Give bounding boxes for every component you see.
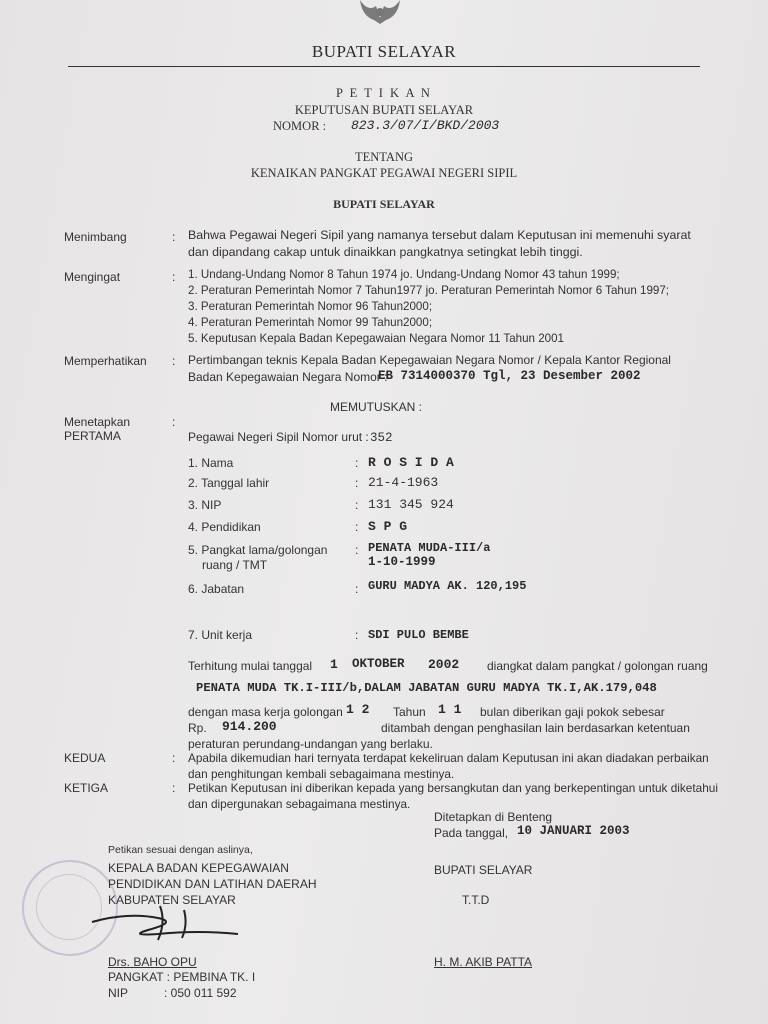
kedua-line2: dan penghitungan kembali sebagaimana mestinya. xyxy=(188,767,455,781)
terhitung-day: 1 xyxy=(330,657,338,672)
header-divider xyxy=(68,66,700,67)
mengingat-item-1: 1. Undang-Undang Nomor 8 Tahun 1974 jo. Undang-Undang Nomor 43 tahun 1999; xyxy=(188,268,620,281)
field-nama-label: 1. Nama xyxy=(188,456,234,470)
terhitung-suffix: diangkat dalam pangkat / golongan ruang xyxy=(487,659,708,673)
field-colon: : xyxy=(355,456,359,470)
ditetapkan-date-label: Pada tanggal, xyxy=(434,826,509,840)
tentang-label: TENTANG xyxy=(354,150,413,164)
field-pendidikan-label: 4. Pendidikan xyxy=(188,520,261,534)
footer-org-line1: KEPALA BADAN KEPEGAWAIAN xyxy=(108,861,289,875)
petikan-note: Petikan sesuai dengan aslinya, xyxy=(108,844,253,856)
pns-number: 352 xyxy=(370,431,393,445)
petikan-title: P E T I K A N xyxy=(336,86,432,100)
ketiga-line2: dan dipergunakan sebagaimana mestinya. xyxy=(188,797,411,811)
field-colon: : xyxy=(355,582,359,596)
peraturan-text: peraturan perundang-undangan yang berlaku. xyxy=(188,737,433,751)
menetapkan-colon: : xyxy=(172,415,176,429)
memperhatikan-line2: Badan Kepegawaian Negara Nomor : xyxy=(188,370,388,384)
field-unit-kerja-value: SDI PULO BEMBE xyxy=(368,628,469,642)
terhitung-month: OKTOBER xyxy=(352,657,405,671)
field-pendidikan-value: S P G xyxy=(368,519,408,534)
menimbang-colon: : xyxy=(172,230,176,244)
decree-title: KEPUTUSAN BUPATI SELAYAR xyxy=(294,103,474,117)
menimbang-label: Menimbang xyxy=(64,230,127,244)
mengingat-item-3: 3. Peraturan Pemerintah Nomor 96 Tahun2000; xyxy=(188,300,433,313)
footer-left-name: Drs. BAHO OPU xyxy=(108,955,197,969)
field-nip-label: 3. NIP xyxy=(188,498,222,512)
header-title: BUPATI SELAYAR xyxy=(311,42,457,61)
footer-left-nip-label: NIP xyxy=(108,986,129,1000)
signature-icon xyxy=(88,900,248,945)
terhitung-prefix: Terhitung mulai tanggal xyxy=(188,659,313,673)
kedua-colon: : xyxy=(172,751,176,765)
masa-kerja-prefix: dengan masa kerja golongan xyxy=(188,705,343,719)
memperhatikan-typed: EB 7314000370 Tgl, 23 Desember 2002 xyxy=(378,369,641,383)
ditetapkan-place: Ditetapkan di Benteng xyxy=(434,810,553,824)
rp-label: Rp. xyxy=(188,721,207,735)
footer-right-name: H. M. AKIB PATTA xyxy=(434,955,533,969)
pertama-label: PERTAMA xyxy=(64,429,121,443)
footer-org-line2: PENDIDIKAN DAN LATIHAN DAERAH xyxy=(108,877,317,891)
menetapkan-label: Menetapkan xyxy=(64,415,131,429)
new-rank: PENATA MUDA TK.I-III/b,DALAM JABATAN GURU MADYA TK.I,AK.179,048 xyxy=(196,681,657,695)
ketiga-colon: : xyxy=(172,781,176,795)
field-pangkat-label: 5. Pangkat lama/golongan xyxy=(188,543,328,557)
memperhatikan-line1: Pertimbangan teknis Kepala Badan Kepegawaian Negara Nomor / Kepala Kantor Regional xyxy=(188,353,671,367)
ditetapkan-date-value: 10 JANUARI 2003 xyxy=(517,824,630,838)
nomor-value: 823.3/07/I/BKD/2003 xyxy=(351,118,500,133)
field-jabatan-label: 6. Jabatan xyxy=(188,582,245,596)
field-pangkat-label2: ruang / TMT xyxy=(202,558,268,572)
ketiga-label: KETIGA xyxy=(64,781,109,795)
memutuskan-heading: MEMUTUSKAN : xyxy=(330,400,423,414)
menimbang-line2: dan dipandang cakap untuk dinaikkan pangkatnya setingkat lebih tinggi. xyxy=(188,245,583,259)
footer-right-title: BUPATI SELAYAR xyxy=(434,863,533,877)
field-tanggal-lahir-label: 2. Tanggal lahir xyxy=(188,476,270,490)
field-tmt-value: 1-10-1999 xyxy=(368,555,436,569)
memperhatikan-label: Memperhatikan xyxy=(64,354,147,368)
footer-right-ttd: T.T.D xyxy=(462,893,490,907)
bulan-text: bulan diberikan gaji pokok sebesar xyxy=(480,705,665,719)
garuda-emblem-icon xyxy=(350,0,410,26)
memperhatikan-colon: : xyxy=(172,354,176,368)
tahun-label: Tahun xyxy=(393,705,426,719)
mengingat-colon: : xyxy=(172,270,176,284)
field-pangkat-value: PENATA MUDA-III/a xyxy=(368,541,491,555)
mengingat-item-5: 5. Keputusan Kepala Badan Kepegawaian Negara Nomor 11 Tahun 2001 xyxy=(188,332,565,345)
field-colon: : xyxy=(355,543,359,557)
footer-left-pangkat: PANGKAT : PEMBINA TK. I xyxy=(108,970,256,984)
field-colon: : xyxy=(355,476,359,490)
field-tanggal-lahir-value: 21-4-1963 xyxy=(368,475,439,490)
mengingat-item-2: 2. Peraturan Pemerintah Nomor 7 Tahun1977 jo. Peraturan Pemerintah Nomor 6 Tahun 1997; xyxy=(188,284,670,297)
mengingat-label: Mengingat xyxy=(64,270,121,284)
authority-title: BUPATI SELAYAR xyxy=(333,197,435,211)
field-nip-value: 131 345 924 xyxy=(368,497,454,512)
masa-kerja-years: 1 2 xyxy=(346,702,370,717)
field-colon: : xyxy=(355,628,359,642)
kedua-line1: Apabila dikemudian hari ternyata terdapat kekeliruan dalam Keputusan ini akan diadakan perbaikan xyxy=(188,751,709,765)
field-nama-value: R O S I D A xyxy=(368,455,454,470)
pns-intro: Pegawai Negeri Sipil Nomor urut : xyxy=(188,430,369,444)
mengingat-item-4: 4. Peraturan Pemerintah Nomor 99 Tahun2000; xyxy=(188,316,433,329)
field-colon: : xyxy=(355,498,359,512)
footer-left-nip-value: : 050 011 592 xyxy=(164,986,237,1000)
field-unit-kerja-label: 7. Unit kerja xyxy=(188,628,253,642)
masa-kerja-months: 1 1 xyxy=(438,702,462,717)
decree-subject: KENAIKAN PANGKAT PEGAWAI NEGERI SIPIL xyxy=(250,166,518,180)
ketiga-line1: Petikan Keputusan ini diberikan kepada yang bersangkutan dan yang berkepentingan untuk diketahui xyxy=(188,781,718,795)
footer-org-line3: KABUPATEN SELAYAR xyxy=(108,893,236,907)
rp-value: 914.200 xyxy=(222,719,277,734)
field-jabatan-value: GURU MADYA AK. 120,195 xyxy=(368,579,527,593)
kedua-label: KEDUA xyxy=(64,751,106,765)
menimbang-line1: Bahwa Pegawai Negeri Sipil yang namanya tersebut dalam Keputusan ini memenuhi syarat xyxy=(188,228,691,242)
terhitung-year: 2002 xyxy=(428,657,460,672)
field-colon: : xyxy=(355,520,359,534)
rp-suffix: ditambah dengan penghasilan lain berdasarkan ketentuan xyxy=(381,721,690,735)
nomor-label: NOMOR : xyxy=(273,119,327,133)
